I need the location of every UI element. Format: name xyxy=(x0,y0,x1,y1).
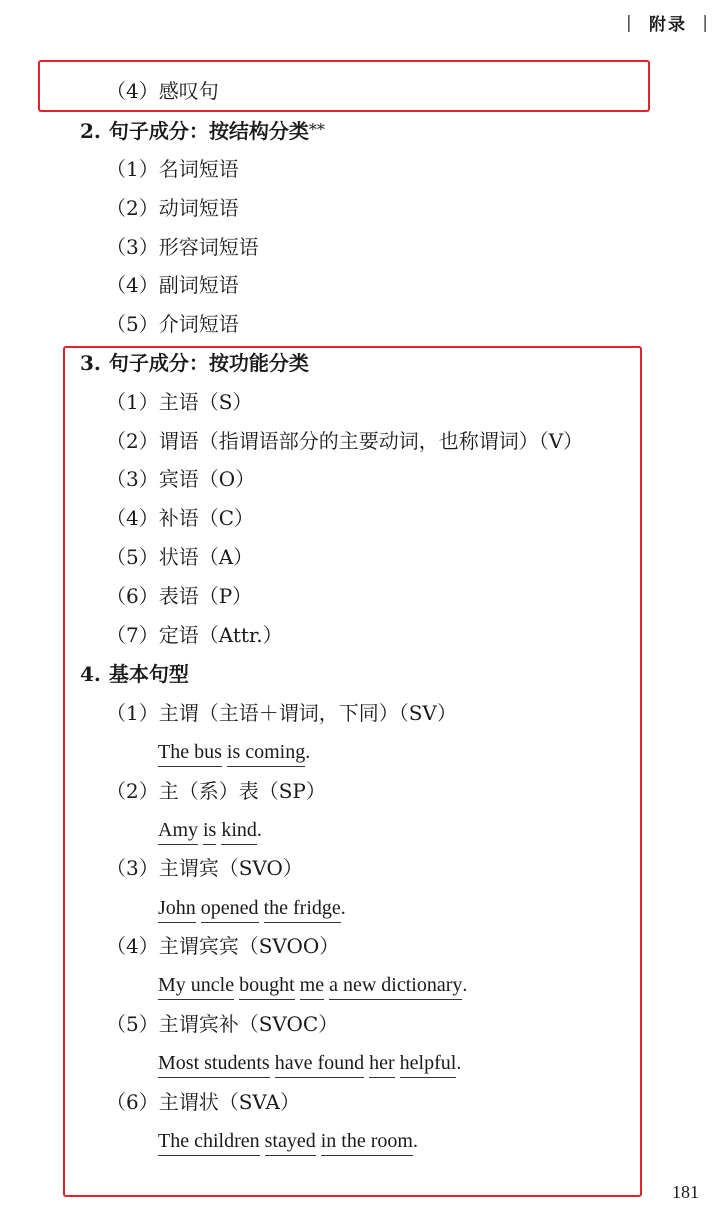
header-bar-right: | xyxy=(702,12,710,33)
sentence-constituent: her xyxy=(369,1050,395,1078)
sentence-separator: . xyxy=(340,897,346,919)
page-number: 181 xyxy=(672,1182,699,1202)
sentence-constituent: the fridge xyxy=(264,895,341,923)
sentence-constituent: me xyxy=(300,972,324,1000)
sentence-pattern-label: （3）主谓宾（SVO） xyxy=(106,856,303,880)
section-2-item: （3）形容词短语 xyxy=(106,235,259,259)
sentence-constituent: have found xyxy=(275,1050,364,1078)
section-3-number: 3. xyxy=(80,351,101,375)
section-2-stars: ** xyxy=(308,120,325,139)
section-3-item: （1）主语（S） xyxy=(106,390,253,414)
sentence-constituent: Amy xyxy=(158,817,198,845)
sentence-constituent: The bus xyxy=(158,739,222,767)
sentence-constituent: The children xyxy=(158,1128,260,1156)
sentence-constituent: a new dictionary xyxy=(329,972,462,1000)
section-2-number: 2. xyxy=(80,119,101,143)
section-4-title: 基本句型 xyxy=(108,662,189,686)
section-3-title: 句子成分：按功能分类 xyxy=(108,351,309,375)
section-2-item: （5）介词短语 xyxy=(106,312,239,336)
header-bar-left: | xyxy=(626,12,634,33)
sentence-pattern-example xyxy=(158,972,467,1000)
sentence-pattern-label: （5）主谓宾补（SVOC） xyxy=(106,1012,339,1036)
section-3-item: （6）表语（P） xyxy=(106,584,253,608)
sentence-constituent: in the room xyxy=(321,1128,413,1156)
section-2-item: （2）动词短语 xyxy=(106,196,239,220)
sentence-constituent: helpful xyxy=(400,1050,457,1078)
page-header xyxy=(626,10,710,35)
section-3-item: （4）补语（C） xyxy=(106,506,255,530)
sentence-pattern-label: （6）主谓状（SVA） xyxy=(106,1090,300,1114)
section-2-title: 句子成分：按结构分类 xyxy=(108,119,309,143)
sentence-constituent: John xyxy=(158,895,196,923)
section-4-heading xyxy=(80,661,189,687)
sentence-constituent: My uncle xyxy=(158,972,234,1000)
section-3-item: （3）宾语（O） xyxy=(106,467,256,491)
section-2-item: （1）名词短语 xyxy=(106,157,239,181)
section-3-item: （7）定语（Attr.） xyxy=(106,623,283,647)
sentence-pattern-label: （2）主（系）表（SP） xyxy=(106,779,326,803)
section-4-number: 4. xyxy=(80,662,101,686)
sentence-pattern-example xyxy=(158,1128,418,1156)
sentence-constituent: Most students xyxy=(158,1050,270,1078)
header-title: 附录 xyxy=(649,15,687,35)
sentence-pattern-example xyxy=(158,739,310,767)
sentence-pattern-label: （1）主谓（主语＋谓词，下同）（SV） xyxy=(106,701,457,725)
sentence-constituent: bought xyxy=(239,972,295,1000)
section-2-item: （4）副词短语 xyxy=(106,273,239,297)
section-3-heading xyxy=(80,350,309,376)
sentence-pattern-example xyxy=(158,1050,461,1078)
section-3-item: （5）状语（A） xyxy=(106,545,254,569)
item-exclamatory: （4）感叹句 xyxy=(106,79,219,103)
sentence-separator: . xyxy=(462,974,468,996)
sentence-pattern-example xyxy=(158,817,262,845)
sentence-separator: . xyxy=(256,819,262,841)
sentence-constituent: opened xyxy=(201,895,259,923)
sentence-constituent: is coming xyxy=(227,739,305,767)
sentence-separator: . xyxy=(412,1130,418,1152)
sentence-separator: . xyxy=(456,1052,462,1074)
section-2-heading xyxy=(80,117,325,144)
section-3-item: （2）谓语（指谓语部分的主要动词，也称谓词）（V） xyxy=(106,429,584,453)
sentence-separator: . xyxy=(305,741,311,763)
sentence-pattern-label: （4）主谓宾宾（SVOO） xyxy=(106,934,340,958)
sentence-constituent: is xyxy=(203,817,216,845)
sentence-constituent: kind xyxy=(221,817,257,845)
sentence-pattern-example xyxy=(158,895,346,923)
sentence-constituent: stayed xyxy=(265,1128,316,1156)
